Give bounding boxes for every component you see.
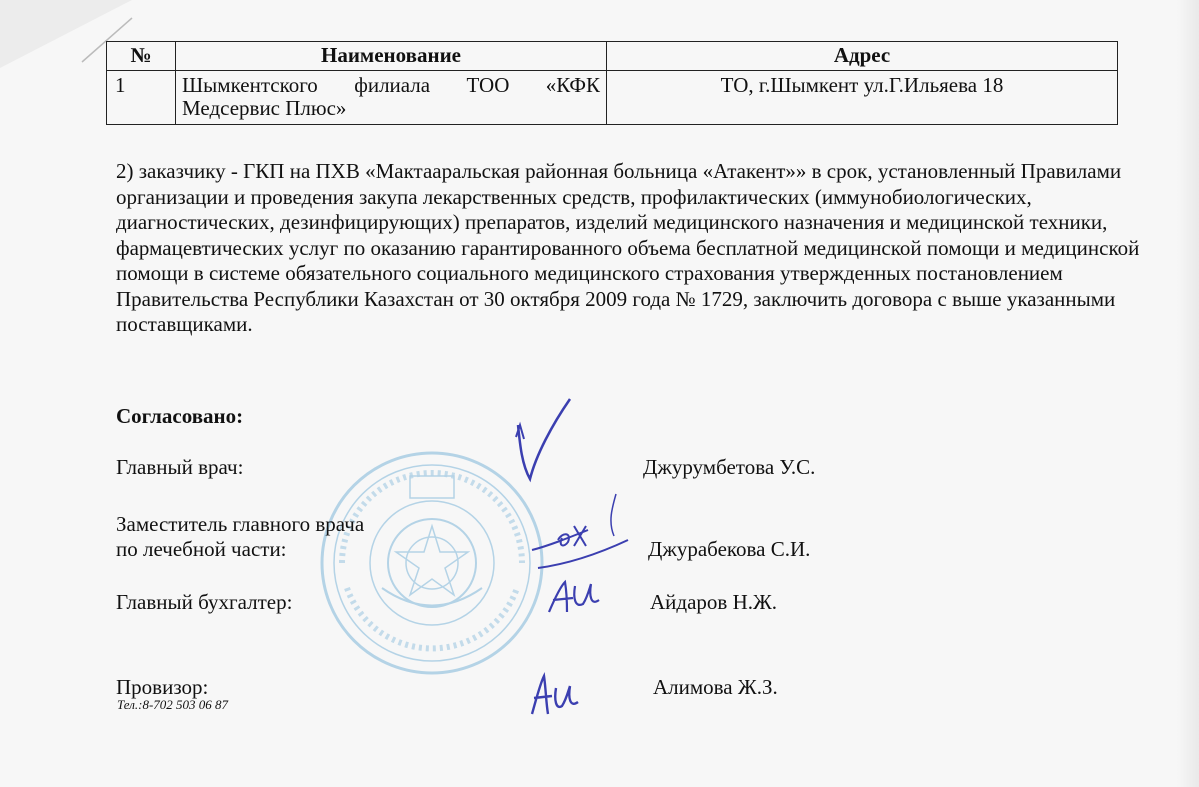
chief-accountant-signature-icon — [545, 578, 601, 618]
header-number: № — [107, 42, 176, 71]
cell-name: Шымкентского филиала ТОО «КФК Медсервис Плюс» — [176, 71, 607, 125]
pharmacist-position: Провизор: — [116, 675, 209, 699]
table-header-row — [107, 42, 1118, 71]
header-name: Наименование — [176, 42, 607, 71]
header-address: Адрес — [607, 42, 1118, 71]
deputy-position-line1: Заместитель главного врача — [116, 512, 365, 536]
deputy-name: Джурабекова С.И. — [648, 537, 811, 561]
deputy-position-line2: по лечебной части: — [116, 537, 287, 561]
pharmacist-name: Алимова Ж.З. — [653, 675, 778, 699]
page-edge-shadow — [1177, 0, 1199, 787]
suppliers-table — [106, 41, 1118, 125]
body-paragraph: 2) заказчику - ГКП на ПХВ «Мактааральская районная больница «Атакент»» в срок, установленный Правилами организации и проведения закупа лекарственных средств, профилактических (иммунобиологических, диагностических, дезинфицирующих) препаратов, изделий медицинского назначения и медицинской техники, фармацевтических услуг по оказанию гарантированного объема бесплатной медицинской помощи и медицинской помощи в системе обязательного социального медицинского страхования утвержденных постановлением Правительства Республики Казахстан от 30 октября 2009 года № 1729, заключить договора с выше указанными поставщиками. — [116, 159, 1140, 336]
deputy-signature-icon — [528, 492, 634, 572]
pharmacist-signature-icon — [526, 670, 582, 720]
chief-doctor-name: Джурумбетова У.С. — [643, 455, 816, 479]
chief-accountant-position: Главный бухгалтер: — [116, 590, 293, 614]
chief-accountant-name: Айдаров Н.Ж. — [650, 590, 778, 614]
chief-doctor-signature-icon — [506, 395, 576, 487]
chief-doctor-position: Главный врач: — [116, 455, 244, 479]
table-row — [107, 71, 1118, 125]
approval-heading: Согласовано: — [116, 404, 244, 428]
cell-number: 1 — [107, 71, 176, 125]
cell-address: ТО, г.Шымкент ул.Г.Ильяева 18 — [607, 71, 1118, 125]
pharmacist-phone: Тел.:8-702 503 06 87 — [117, 697, 229, 712]
